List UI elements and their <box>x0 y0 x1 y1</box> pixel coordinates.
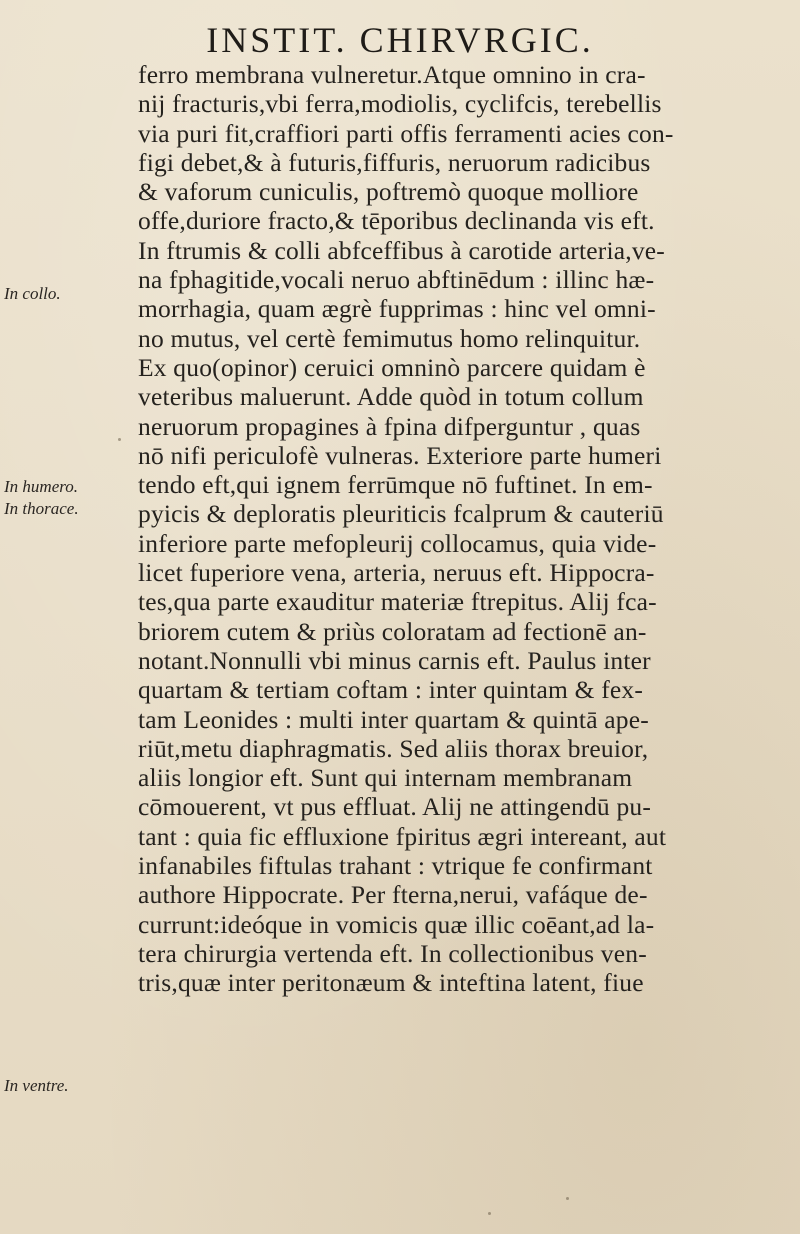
text-line: tera chirurgia vertenda eft. In collectionibus ven- <box>138 938 647 968</box>
text-line: no mutus, vel certè femimutus homo relinquitur. <box>138 323 641 353</box>
text-line: figi debet,& à futuris,fiffuris, neruorum radicibus <box>138 147 651 177</box>
text-line: tris,quæ inter peritonæum & inteftina latent, fiue <box>138 968 644 998</box>
text-line: In ftrumis & colli abfceffibus à carotide arteria,ve- <box>138 235 665 265</box>
text-line: nō nifi periculofè vulneras. Exteriore parte humeri <box>138 440 662 470</box>
margin-note-neck: In collo. <box>4 284 61 303</box>
text-line: na fphagitide,vocali neruo abftinēdum : illinc hæ- <box>138 265 655 295</box>
paper-speck <box>118 438 121 441</box>
text-line: pyicis & deploratis pleuriticis fcalprum & cauteriū <box>138 499 664 529</box>
text-line: veteribus maluerunt. Adde quòd in totum collum <box>138 382 644 412</box>
text-line: offe,duriore fracto,& tēporibus declinanda vis eft. <box>138 206 655 236</box>
text-line: inferiore parte mefopleurij collocamus, quia vide- <box>138 528 657 558</box>
text-line: tam Leonides : multi inter quartam & quintā ape- <box>138 704 649 734</box>
text-line: tant : quia fic effluxione fpiritus ægri intereant, aut <box>138 821 667 851</box>
text-line: briorem cutem & priùs coloratam ad fectionē an- <box>138 616 647 646</box>
text-line: notant.Nonnulli vbi minus carnis eft. Paulus inter <box>138 645 651 675</box>
text-line: licet fuperiore vena, arteria, neruus eft. Hippocra- <box>138 558 655 588</box>
text-line: infanabiles fiftulas trahant : vtrique fe confirmant <box>138 851 653 881</box>
running-title: INSTIT. CHIRVRGIC. <box>206 20 594 60</box>
text-line: cōmouerent, vt pus effluat. Alij ne attingendū pu- <box>138 792 652 822</box>
text-line: via puri fit,craffiori parti offis ferramenti acies con- <box>138 118 674 148</box>
text-line: aliis longior eft. Sunt qui internam membranam <box>138 763 633 793</box>
text-line: ferro membrana vulneretur.Atque omnino in cra- <box>138 60 646 89</box>
margin-note-abdomen: In ventre. <box>4 1076 69 1095</box>
margin-note-shoulder: In humero. <box>4 477 78 496</box>
text-line: morrhagia, quam ægrè fupprimas : hinc vel omni- <box>138 294 656 324</box>
text-line: currunt:ideóque in vomicis quæ illic coēant,ad la- <box>138 909 655 939</box>
text-line: nij fracturis,vbi ferra,modiolis, cyclifcis, terebellis <box>138 89 662 119</box>
text-line: neruorum propagines à fpina difperguntur , quas <box>138 411 641 441</box>
margin-note-thorax: In thorace. <box>4 499 79 518</box>
text-line: & vaforum cuniculis, poftremò quoque molliore <box>138 177 639 207</box>
paper-speck <box>488 1212 491 1215</box>
text-line: Ex quo(opinor) ceruici omninò parcere quidam è <box>138 352 646 382</box>
text-line: quartam & tertiam coftam : inter quintam & fex- <box>138 675 644 705</box>
paper-speck <box>566 1197 569 1200</box>
text-line: tendo eft,qui ignem ferrūmque nō fuftinet. In em- <box>138 470 653 500</box>
body-text <box>138 60 788 998</box>
text-line: tes,qua parte exauditur materiæ ftrepitus. Alij fca- <box>138 587 657 617</box>
text-line: authore Hippocrate. Per fterna,nerui, vafáque de- <box>138 880 648 910</box>
text-line: riūt,metu diaphragmatis. Sed aliis thorax breuior, <box>138 733 649 763</box>
